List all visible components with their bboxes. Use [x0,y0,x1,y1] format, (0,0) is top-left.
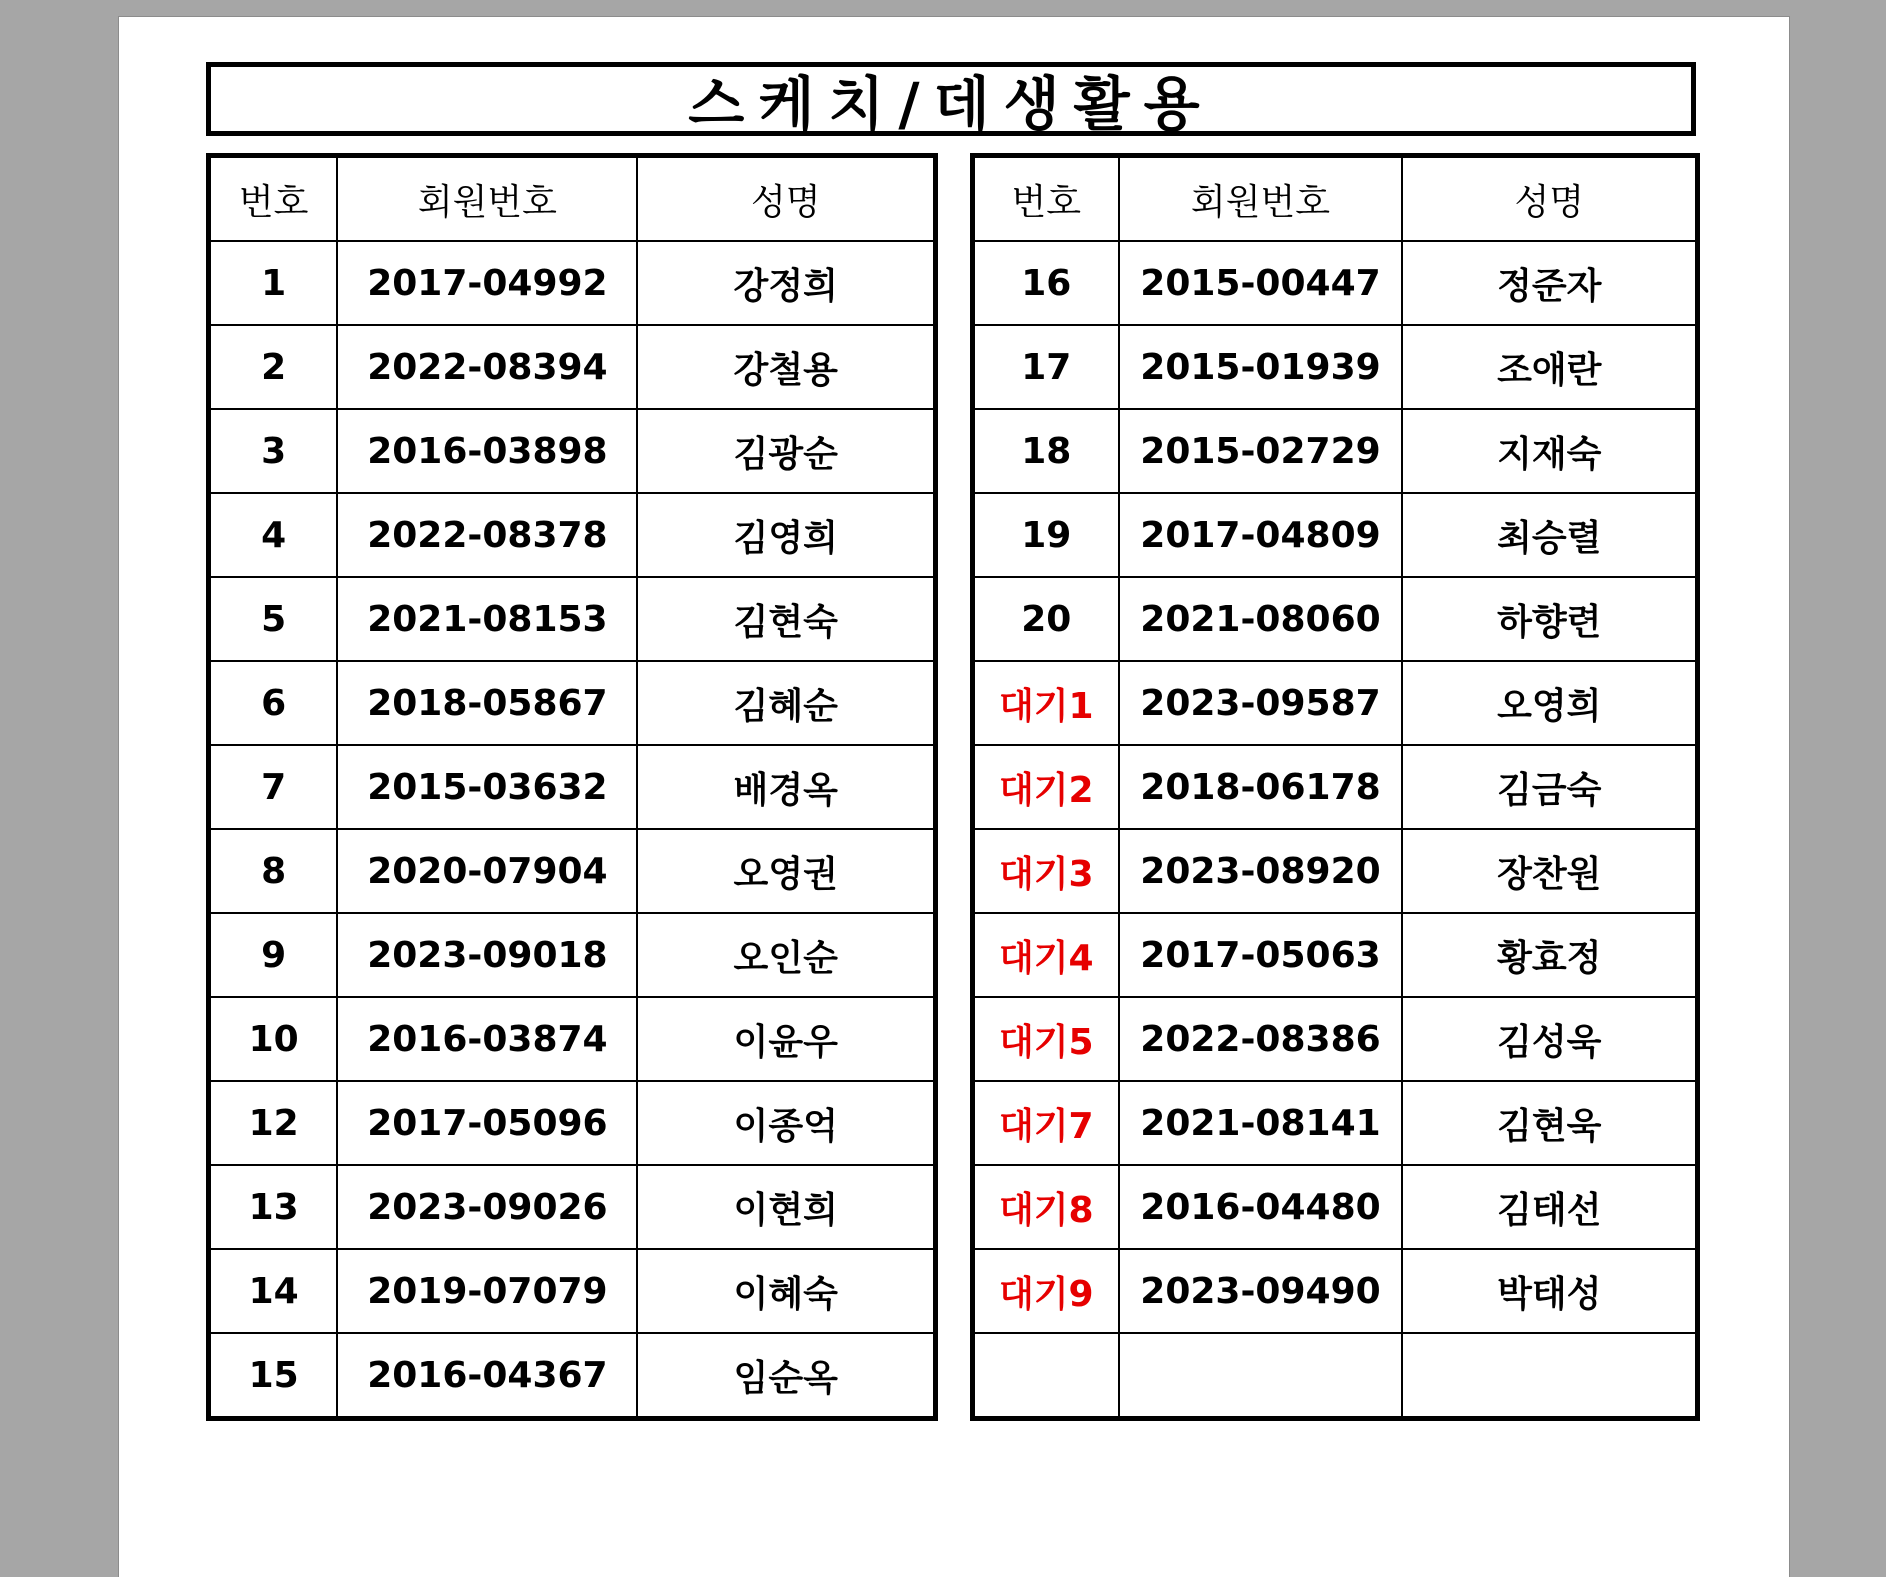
member-number: 2016-03874 [337,997,637,1081]
table-row [209,997,936,1081]
row-number: 대기4 [973,913,1119,997]
member-number: 2017-04992 [337,241,637,325]
member-name: 배경옥 [637,745,935,829]
row-number: 9 [209,913,338,997]
header-name: 성명 [637,156,935,242]
table-row [209,661,936,745]
member-number: 2016-04367 [337,1333,637,1419]
member-number: 2023-09490 [1119,1249,1403,1333]
row-number: 대기5 [973,997,1119,1081]
row-number: 8 [209,829,338,913]
row-number: 대기9 [973,1249,1119,1333]
row-number: 13 [209,1165,338,1249]
row-number: 2 [209,325,338,409]
member-name: 오영권 [637,829,935,913]
member-name: 김영희 [637,493,935,577]
member-name: 김현숙 [637,577,935,661]
row-number: 6 [209,661,338,745]
row-number [973,1333,1119,1419]
member-number: 2015-02729 [1119,409,1403,493]
table-row [209,493,936,577]
member-name: 이현희 [637,1165,935,1249]
member-name: 이혜숙 [637,1249,935,1333]
member-name: 임순옥 [637,1333,935,1419]
table-row [209,409,936,493]
row-number: 대기7 [973,1081,1119,1165]
member-number: 2023-08920 [1119,829,1403,913]
table-row [209,241,936,325]
member-name: 황효정 [1402,913,1697,997]
header-no: 번호 [973,156,1119,242]
table-row [973,829,1698,913]
member-name: 이종억 [637,1081,935,1165]
member-name [1402,1333,1697,1419]
member-number: 2016-03898 [337,409,637,493]
member-number: 2021-08060 [1119,577,1403,661]
table-row [973,325,1698,409]
member-name: 김광순 [637,409,935,493]
member-number: 2015-01939 [1119,325,1403,409]
row-number: 16 [973,241,1119,325]
row-number: 1 [209,241,338,325]
row-number: 18 [973,409,1119,493]
table-row [973,577,1698,661]
document-title: 스케치/데생활용 [206,62,1696,136]
header-row [209,156,936,242]
table-row [973,1165,1698,1249]
row-number: 대기2 [973,745,1119,829]
member-name: 조애란 [1402,325,1697,409]
member-number: 2023-09018 [337,913,637,997]
table-row [973,1081,1698,1165]
row-number: 12 [209,1081,338,1165]
row-number: 7 [209,745,338,829]
row-number: 20 [973,577,1119,661]
member-number: 2018-05867 [337,661,637,745]
table-row [973,997,1698,1081]
header-member-no: 회원번호 [1119,156,1403,242]
member-name: 강정희 [637,241,935,325]
row-number: 3 [209,409,338,493]
member-number: 2020-07904 [337,829,637,913]
member-number: 2022-08378 [337,493,637,577]
header-name: 성명 [1402,156,1697,242]
member-number: 2021-08141 [1119,1081,1403,1165]
header-row [973,156,1698,242]
member-number: 2015-00447 [1119,241,1403,325]
row-number: 5 [209,577,338,661]
row-number: 17 [973,325,1119,409]
row-number: 4 [209,493,338,577]
row-number: 대기8 [973,1165,1119,1249]
member-number: 2022-08394 [337,325,637,409]
member-name: 오인순 [637,913,935,997]
table-row [209,829,936,913]
table-row [973,1333,1698,1419]
table-row [973,241,1698,325]
table-row [209,1249,936,1333]
member-name: 지재숙 [1402,409,1697,493]
row-number: 19 [973,493,1119,577]
member-name: 김성욱 [1402,997,1697,1081]
table-row [209,1165,936,1249]
member-number: 2016-04480 [1119,1165,1403,1249]
member-number: 2021-08153 [337,577,637,661]
member-number: 2017-05063 [1119,913,1403,997]
member-number: 2018-06178 [1119,745,1403,829]
member-name: 김금숙 [1402,745,1697,829]
table-row [973,493,1698,577]
member-number: 2022-08386 [1119,997,1403,1081]
row-number: 대기1 [973,661,1119,745]
row-number: 15 [209,1333,338,1419]
table-row [973,745,1698,829]
member-name: 정준자 [1402,241,1697,325]
table-row [973,409,1698,493]
row-number: 10 [209,997,338,1081]
member-name: 김현욱 [1402,1081,1697,1165]
member-number: 2023-09587 [1119,661,1403,745]
table-row [973,913,1698,997]
member-name: 최승렬 [1402,493,1697,577]
table-row [209,1081,936,1165]
roster-table-right [970,153,1700,1421]
row-number: 대기3 [973,829,1119,913]
member-name: 장찬원 [1402,829,1697,913]
member-name: 하향련 [1402,577,1697,661]
roster-table-left [206,153,938,1421]
member-name: 박태성 [1402,1249,1697,1333]
member-number: 2023-09026 [337,1165,637,1249]
member-number: 2017-05096 [337,1081,637,1165]
member-number: 2015-03632 [337,745,637,829]
table-row [209,1333,936,1419]
member-name: 김태선 [1402,1165,1697,1249]
table-row [973,661,1698,745]
table-row [209,325,936,409]
member-name: 강철용 [637,325,935,409]
table-row [209,745,936,829]
table-row [209,913,936,997]
member-number: 2019-07079 [337,1249,637,1333]
member-name: 김혜순 [637,661,935,745]
header-no: 번호 [209,156,338,242]
header-member-no: 회원번호 [337,156,637,242]
table-row [209,577,936,661]
row-number: 14 [209,1249,338,1333]
member-name: 오영희 [1402,661,1697,745]
member-number: 2017-04809 [1119,493,1403,577]
table-row [973,1249,1698,1333]
member-number [1119,1333,1403,1419]
member-name: 이윤우 [637,997,935,1081]
